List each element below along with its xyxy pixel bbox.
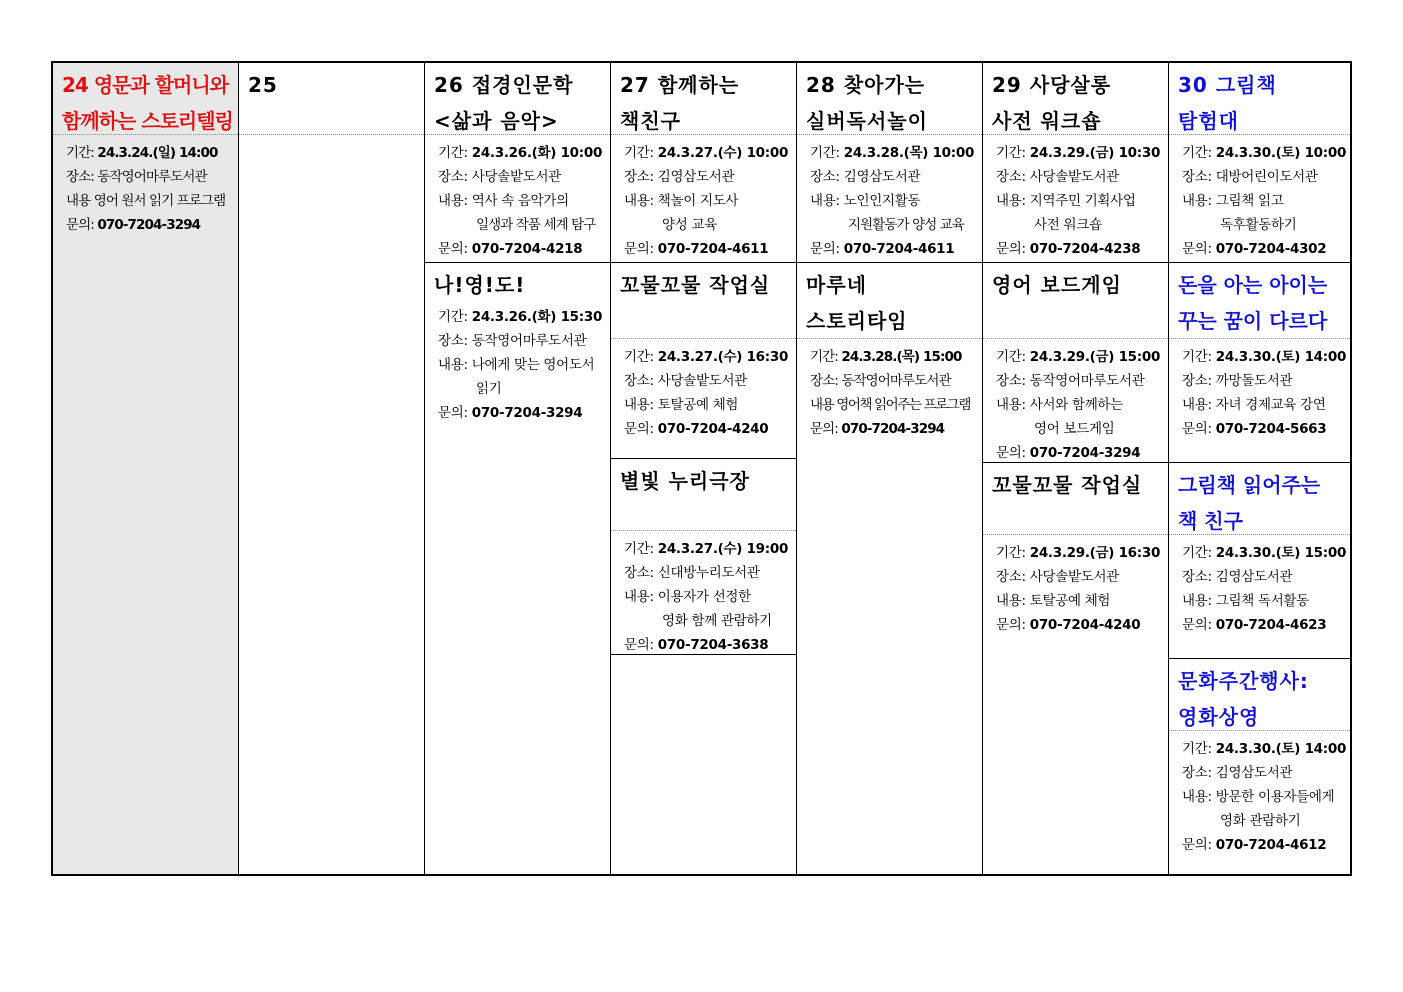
event-title <box>425 263 610 303</box>
event-date: 24.3.27.(수) 10:00 <box>657 145 789 161</box>
day-number: 28 <box>806 73 836 97</box>
day-number: 29 <box>992 73 1022 97</box>
event-card <box>1169 63 1350 263</box>
event-title <box>1169 659 1350 731</box>
event-content-line2: 사전 워크숍 <box>1034 217 1102 233</box>
event-title-line1: 문화주간행사: <box>1178 669 1309 693</box>
event-content: 자녀 경제교육 강연 <box>1215 397 1326 413</box>
place-label: 장소: <box>996 569 1026 585</box>
event-card <box>53 63 238 237</box>
contact-label: 문의: <box>624 241 654 257</box>
event-card <box>983 463 1168 637</box>
event-title <box>611 459 796 531</box>
place-label: 장소: <box>624 169 654 185</box>
day-column-30 <box>1169 63 1350 874</box>
event-content: 사서와 함께하는 <box>1029 397 1123 413</box>
event-title-line2: 실버독서놀이 <box>806 109 928 133</box>
event-contact: 070-7204-3294 <box>471 405 583 421</box>
content-label: 내용: <box>996 397 1026 413</box>
event-content: 역사 속 음악가의 <box>471 193 569 209</box>
contact-label: 문의: <box>1182 837 1212 853</box>
event-content: 영어책 읽어주는 프로그램 <box>836 397 971 413</box>
event-details <box>425 135 610 261</box>
event-title-line1: 꼬물꼬물 작업실 <box>992 473 1143 497</box>
content-label: 내용: <box>1182 789 1212 805</box>
day-number: 30 <box>1178 73 1208 97</box>
content-label: 내용 <box>810 397 834 413</box>
event-date: 24.3.30.(토) 15:00 <box>1215 545 1347 561</box>
day-column-28 <box>797 63 983 874</box>
date-label: 기간: <box>810 145 840 161</box>
event-contact: 070-7204-5663 <box>1215 421 1327 437</box>
content-label: 내용: <box>438 193 468 209</box>
event-date: 24.3.27.(수) 19:00 <box>657 541 789 557</box>
place-label: 장소: <box>438 169 468 185</box>
day-number: 25 <box>248 73 278 97</box>
event-date: 24.3.24.(일) 14:00 <box>97 145 218 161</box>
event-card <box>425 263 610 425</box>
day-number: 24 <box>62 73 88 97</box>
event-title-line1: 꼬물꼬물 작업실 <box>620 273 771 297</box>
event-title <box>611 63 796 135</box>
place-label: 장소: <box>1182 373 1212 389</box>
event-content: 토탈공예 체험 <box>1029 593 1111 609</box>
contact-label: 문의: <box>810 421 838 437</box>
contact-label: 문의: <box>624 637 654 653</box>
date-label: 기간: <box>438 309 468 325</box>
place-label: 장소: <box>996 373 1026 389</box>
event-card <box>797 263 982 441</box>
event-place: 동작영어마루도서관 <box>1029 373 1145 389</box>
place-label: 장소: <box>810 169 840 185</box>
event-details <box>797 135 982 261</box>
event-content: 영어 원서 읽기 프로그램 <box>93 193 226 209</box>
date-label: 기간: <box>1182 349 1212 365</box>
date-label: 기간: <box>66 145 94 161</box>
event-content-line2: 양성 교육 <box>662 217 717 233</box>
content-label: 내용: <box>996 593 1026 609</box>
contact-label: 문의: <box>1182 617 1212 633</box>
event-contact: 070-7204-3294 <box>97 217 201 233</box>
event-content: 토탈공예 체험 <box>657 397 739 413</box>
contact-label: 문의: <box>810 241 840 257</box>
event-place: 까망돌도서관 <box>1215 373 1293 389</box>
event-content: 방문한 이용자들에게 <box>1215 789 1335 805</box>
event-date: 24.3.30.(토) 14:00 <box>1215 741 1347 757</box>
event-date: 24.3.28.(목) 15:00 <box>841 349 962 365</box>
event-content: 책놀이 지도사 <box>657 193 739 209</box>
event-details <box>983 135 1168 261</box>
event-card <box>611 63 796 263</box>
date-label: 기간: <box>996 545 1026 561</box>
event-content-line2: 영화 함께 관람하기 <box>662 613 772 629</box>
event-contact: 070-7204-3294 <box>841 421 945 437</box>
event-title-line1: 마루네 <box>806 273 867 297</box>
event-title-line2: 스토리타임 <box>806 309 908 333</box>
event-card <box>983 63 1168 263</box>
day-column-29 <box>983 63 1169 874</box>
event-details <box>983 339 1168 465</box>
event-details <box>983 535 1168 637</box>
event-content-line2: 일생과 작품 세계 탐구 <box>476 217 596 233</box>
event-contact: 070-7204-3638 <box>657 637 769 653</box>
event-date: 24.3.28.(목) 10:00 <box>843 145 975 161</box>
date-label: 기간: <box>996 145 1026 161</box>
place-label: 장소: <box>624 373 654 389</box>
event-title <box>611 263 796 339</box>
place-label: 장소: <box>1182 569 1212 585</box>
event-date: 24.3.26.(화) 15:30 <box>471 309 603 325</box>
contact-label: 문의: <box>996 241 1026 257</box>
contact-label: 문의: <box>1182 241 1212 257</box>
event-title-line1: 영문과 할머니와 <box>93 73 229 97</box>
contact-label: 문의: <box>996 445 1026 461</box>
event-place: 동작영어마루도서관 <box>97 169 207 185</box>
event-details <box>1169 339 1350 441</box>
place-label: 장소: <box>996 169 1026 185</box>
event-place: 대방어린이도서관 <box>1215 169 1318 185</box>
event-details <box>53 135 238 237</box>
event-title <box>797 63 982 135</box>
event-title-line1: 찾아가는 <box>843 73 926 97</box>
event-details <box>1169 535 1350 637</box>
event-content-line2: 영화 관람하기 <box>1220 813 1301 829</box>
event-details <box>425 303 610 425</box>
event-title-line1: 별빛 누리극장 <box>620 469 750 493</box>
content-label: 내용: <box>810 193 840 209</box>
event-title <box>53 63 238 135</box>
place-label: 장소: <box>66 169 94 185</box>
event-content-line2: 지원활동가 양성 교육 <box>848 217 965 233</box>
event-title <box>1169 263 1350 339</box>
event-place: 김영삼도서관 <box>657 169 735 185</box>
date-label: 기간: <box>624 541 654 557</box>
event-contact: 070-7204-4623 <box>1215 617 1327 633</box>
event-title-line2: 사전 워크숍 <box>992 109 1102 133</box>
event-title-line2: 꾸는 꿈이 다르다 <box>1178 309 1328 333</box>
day-column-25 <box>239 63 425 874</box>
contact-label: 문의: <box>438 241 468 257</box>
event-content-line2: 독후활동하기 <box>1220 217 1297 233</box>
event-content: 노인인지활동 <box>843 193 921 209</box>
event-title-line1: 돈을 아는 아이는 <box>1178 273 1328 297</box>
event-title-line1: 접경인문학 <box>471 73 574 97</box>
event-contact: 070-7204-4238 <box>1029 241 1141 257</box>
event-content: 지역주민 기획사업 <box>1029 193 1136 209</box>
event-title-line1: 나!영!도! <box>434 273 526 297</box>
event-contact: 070-7204-4611 <box>657 241 769 257</box>
event-title <box>983 263 1168 339</box>
content-label: 내용 <box>66 193 91 209</box>
event-contact: 070-7204-4240 <box>657 421 769 437</box>
content-label: 내용: <box>438 357 468 373</box>
event-date: 24.3.29.(금) 16:30 <box>1029 545 1161 561</box>
content-label: 내용: <box>624 589 654 605</box>
event-place: 신대방누리도서관 <box>657 565 760 581</box>
event-title-line1: 그림책 읽어주는 <box>1178 473 1321 497</box>
content-label: 내용: <box>624 193 654 209</box>
event-title <box>983 63 1168 135</box>
place-label: 장소: <box>438 333 468 349</box>
date-label: 기간: <box>624 349 654 365</box>
event-date: 24.3.29.(금) 15:00 <box>1029 349 1161 365</box>
content-label: 내용: <box>624 397 654 413</box>
place-label: 장소: <box>810 373 838 389</box>
event-title <box>1169 63 1350 135</box>
event-place: 김영삼도서관 <box>1215 765 1293 781</box>
day-column-27 <box>611 63 797 874</box>
event-contact: 070-7204-4611 <box>843 241 955 257</box>
event-card <box>1169 463 1350 659</box>
event-contact: 070-7204-3294 <box>1029 445 1141 461</box>
event-card <box>611 459 796 655</box>
event-place: 김영삼도서관 <box>843 169 921 185</box>
day-column-26 <box>425 63 611 874</box>
content-label: 내용: <box>996 193 1026 209</box>
day-number: 27 <box>620 73 650 97</box>
event-details <box>1169 135 1350 261</box>
date-label: 기간: <box>810 349 838 365</box>
event-contact: 070-7204-4240 <box>1029 617 1141 633</box>
event-date: 24.3.27.(수) 16:30 <box>657 349 789 365</box>
event-title-line2: <삶과 음악> <box>434 109 559 133</box>
event-details <box>797 339 982 441</box>
event-content: 그림책 읽고 <box>1215 193 1284 209</box>
event-contact: 070-7204-4302 <box>1215 241 1327 257</box>
event-contact: 070-7204-4218 <box>471 241 583 257</box>
place-label: 장소: <box>1182 169 1212 185</box>
event-details <box>1169 731 1350 857</box>
event-title-line1: 영어 보드게임 <box>992 273 1122 297</box>
event-place: 사당솔밭도서관 <box>1029 569 1119 585</box>
contact-label: 문의: <box>438 405 468 421</box>
event-place: 사당솔밭도서관 <box>471 169 561 185</box>
event-date: 24.3.30.(토) 10:00 <box>1215 145 1347 161</box>
date-label: 기간: <box>438 145 468 161</box>
event-title <box>425 63 610 135</box>
event-content: 이용자가 선정한 <box>657 589 751 605</box>
day-column-24 <box>53 63 239 874</box>
event-title-line1: 사당살롱 <box>1029 73 1112 97</box>
date-label: 기간: <box>624 145 654 161</box>
event-title-line2: 함께하는 스토리텔링 <box>62 109 233 133</box>
calendar-week-table <box>51 61 1352 876</box>
event-title <box>797 263 982 339</box>
content-label: 내용: <box>1182 593 1212 609</box>
contact-label: 문의: <box>996 617 1026 633</box>
event-content-line2: 읽기 <box>476 381 502 397</box>
content-label: 내용: <box>1182 193 1212 209</box>
event-title-line2: 책 친구 <box>1178 509 1243 533</box>
event-title-line2: 영화상영 <box>1178 705 1260 729</box>
event-date: 24.3.26.(화) 10:00 <box>471 145 603 161</box>
event-date: 24.3.29.(금) 10:30 <box>1029 145 1161 161</box>
contact-label: 문의: <box>1182 421 1212 437</box>
event-place: 김영삼도서관 <box>1215 569 1293 585</box>
event-details <box>611 531 796 657</box>
event-title-line1: 함께하는 <box>657 73 740 97</box>
event-contact: 070-7204-4612 <box>1215 837 1327 853</box>
event-title <box>239 63 424 135</box>
event-place: 동작영어마루도서관 <box>471 333 587 349</box>
event-details <box>611 135 796 261</box>
event-content-line2: 영어 보드게임 <box>1034 421 1115 437</box>
contact-label: 문의: <box>66 217 94 233</box>
event-title <box>983 463 1168 535</box>
event-title <box>1169 463 1350 535</box>
event-card <box>797 63 982 263</box>
event-content: 그림책 독서활동 <box>1215 593 1309 609</box>
event-date: 24.3.30.(토) 14:00 <box>1215 349 1347 365</box>
content-label: 내용: <box>1182 397 1212 413</box>
event-details <box>611 339 796 441</box>
event-title-line2: 탐험대 <box>1178 109 1239 133</box>
place-label: 장소: <box>1182 765 1212 781</box>
event-place: 동작영어마루도서관 <box>841 373 951 389</box>
day-number: 26 <box>434 73 464 97</box>
event-place: 사당솔밭도서관 <box>657 373 747 389</box>
event-card <box>611 263 796 459</box>
date-label: 기간: <box>1182 145 1212 161</box>
date-label: 기간: <box>996 349 1026 365</box>
place-label: 장소: <box>624 565 654 581</box>
contact-label: 문의: <box>624 421 654 437</box>
event-card <box>1169 263 1350 463</box>
event-place: 사당솔밭도서관 <box>1029 169 1119 185</box>
event-card <box>983 263 1168 463</box>
date-label: 기간: <box>1182 741 1212 757</box>
date-label: 기간: <box>1182 545 1212 561</box>
event-card <box>1169 659 1350 857</box>
event-title-line1: 그림책 <box>1215 73 1277 97</box>
event-title-line2: 책친구 <box>620 109 681 133</box>
event-content: 나에게 맞는 영어도서 <box>471 357 595 373</box>
event-card <box>425 63 610 263</box>
